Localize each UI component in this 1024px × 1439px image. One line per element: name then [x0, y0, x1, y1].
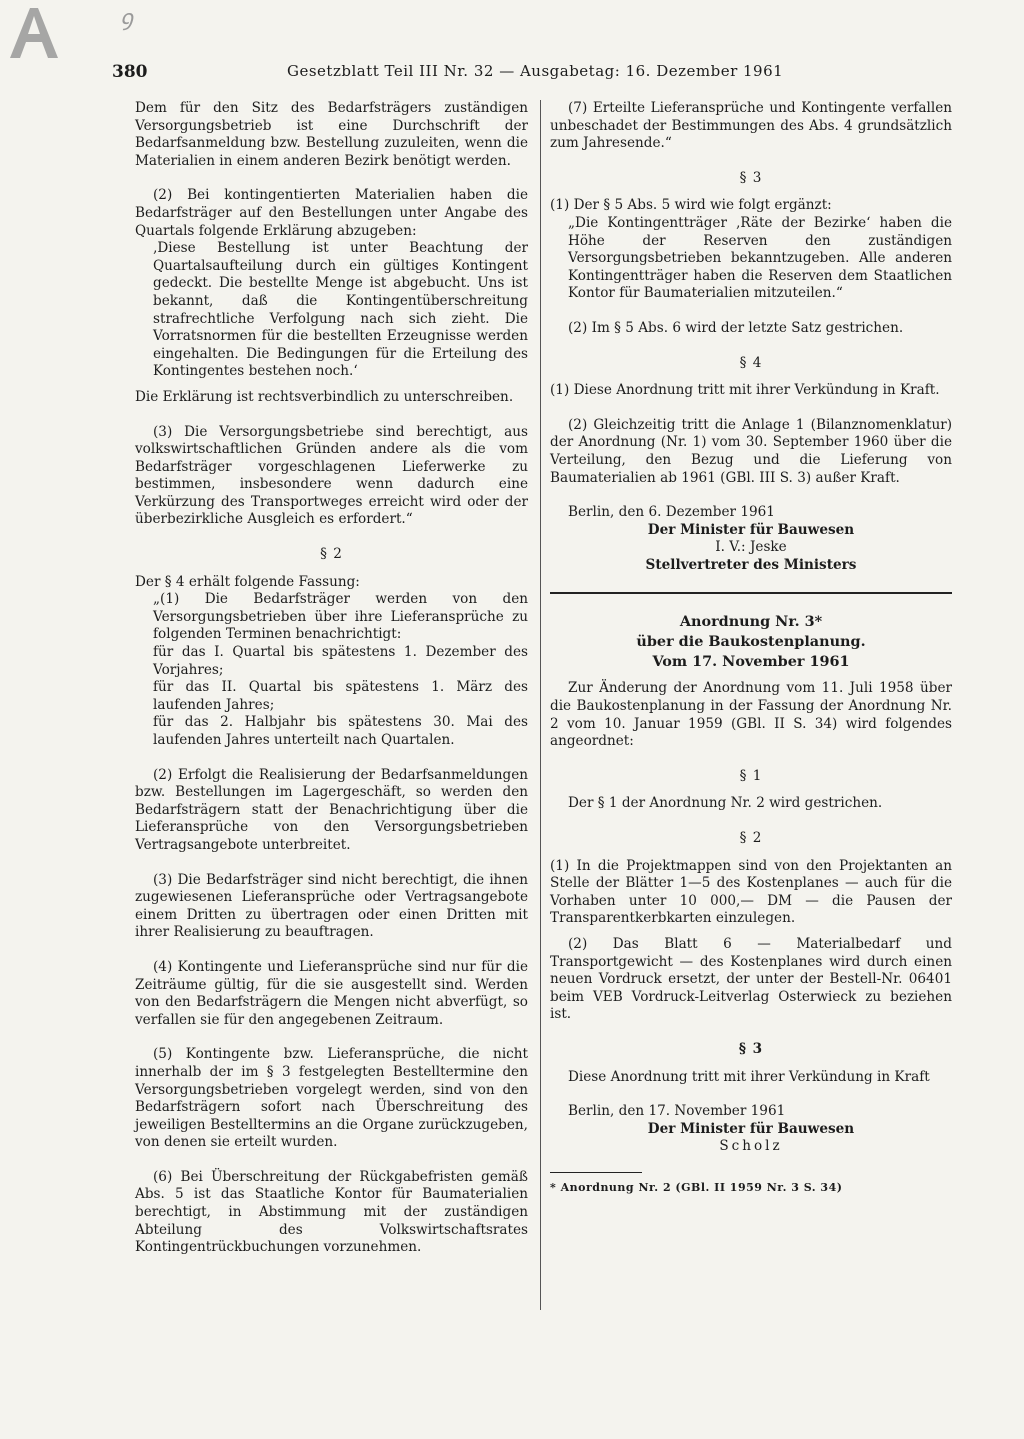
list-item: für das I. Quartal bis spätestens 1. Dezember des Vorjahres;	[153, 644, 528, 678]
paragraph: Der § 4 erhält folgende Fassung:	[135, 573, 360, 590]
paragraph: (2) Erfolgt die Realisierung der Bedarfsanmeldungen bzw. Bestellungen im Lagergeschäft, so werden den Bedarfsträgern statt der Benachrichtigung über die Lieferansprüche von den Versorgungsbetrieben Vertragsangebote unterbreitet.	[135, 766, 528, 853]
paragraph: (5) Kontingente bzw. Lieferansprüche, die nicht innerhalb der im § 3 festgelegten Bestelltermine den Versorgungsbetrieben vorgelegt werden, sind von den Bedarfsträgern sofort nach Überschreitung des jeweiligen Bestelltermins an die Organe zurückzugeben, von denen sie erteilt wurden.	[135, 1046, 528, 1151]
list-item: für das II. Quartal bis spätestens 1. März des laufenden Jahres;	[153, 679, 528, 713]
section-heading: § 3	[738, 1040, 764, 1057]
paragraph: Die Erklärung ist rechtsverbindlich zu unterschreiben.	[135, 388, 514, 405]
section-heading: § 2	[320, 546, 343, 563]
paragraph: (2) Gleichzeitig tritt die Anlage 1 (Bilanznomenklatur) der Anordnung (Nr. 1) vom 30. September 1960 über die Verteilung, den Bezug und die Lieferung von Baumaterialien ab 1961 (GBl. III S. 3) außer Kraft.	[550, 416, 952, 486]
signer-title: Der Minister für Bauwesen	[647, 521, 855, 538]
paragraph: (1) Diese Anordnung tritt mit ihrer Verkündung in Kraft.	[550, 382, 940, 399]
paragraph: Dem für den Sitz des Bedarfsträgers zuständigen Versorgungsbetrieb ist eine Durchschrift der Bedarfsanmeldung bzw. Bestellung zuzuleiten, wenn die Materialien in einem anderen Bezirk benötigt werden.	[135, 100, 528, 169]
paragraph: (4) Kontingente und Lieferansprüche sind nur für die Zeiträume gültig, für die sie ausgestellt sind. Werden von den Bedarfsträgern die Mengen nicht abverfügt, so verfallen sie für den angegebenen Zeitraum.	[135, 958, 528, 1028]
section-heading: § 1	[739, 767, 763, 784]
paragraph: Zur Änderung der Anordnung vom 11. Juli 1958 über die Baukostenplanung in der Fassung der Anordnung Nr. 2 vom 10. Januar 1959 (GBl. II S. 34) wird folgendes angeordnet:	[550, 680, 952, 750]
footnote: * Anordnung Nr. 2 (GBl. II 1959 Nr. 3 S. 34)	[550, 1180, 843, 1194]
signer-name: Scholz	[719, 1138, 783, 1155]
paragraph: (1) In die Projektmappen sind von den Projektanten an Stelle der Blätter 1—5 des Kostenplanes — auch für die Vorhaben unter 10 000,— DM — die Pausen der Transparentkerbkarten einzulegen.	[550, 857, 952, 927]
section-heading: § 4	[739, 354, 763, 371]
right-column	[550, 100, 952, 1197]
header-title: Gesetzblatt Teil III Nr. 32 — Ausgabetag: 16. Dezember 1961	[287, 62, 784, 80]
signer-title: Der Minister für Bauwesen	[647, 1120, 855, 1137]
paragraph: (7) Erteilte Lieferansprüche und Kontingente verfallen unbeschadet der Bestimmungen des Abs. 4 grundsätzlich zum Jahresende.“	[550, 100, 952, 152]
order-title: Anordnung Nr. 3*	[679, 613, 823, 631]
signer-role: Stellvertreter des Ministers	[645, 556, 857, 573]
page-header	[112, 62, 970, 86]
page-number: 380	[112, 62, 148, 82]
paragraph: „(1) Die Bedarfsträger werden von den Versorgungsbetrieben über ihre Lieferansprüche zu folgenden Terminen benachrichtigt:	[153, 591, 528, 643]
order-subtitle: über die Baukostenplanung.	[636, 633, 866, 651]
quoted-declaration: ‚Diese Bestellung ist unter Beachtung der Quartalsaufteilung durch ein gültiges Kontingent gedeckt. Die bestellte Menge ist abgebucht. Uns ist bekannt, daß die Kontingentüberschreitung strafrechtliche Verfolgung nach sich zieht. Die Vorratsnormen für die bestellten Erzeugnisse werden eingehalten. Die Bedingungen für die Erteilung des Kontingentes bestehen noch.‘	[153, 240, 528, 380]
paragraph: (3) Die Bedarfsträger sind nicht berechtigt, die ihnen zugewiesenen Lieferansprüche oder Vertragsangebote einem Dritten zu übertragen oder einen Dritten mit ihrer Realisierung zu beauftragen.	[135, 871, 528, 941]
signer-name: I. V.: Jeske	[715, 539, 787, 556]
section-heading: § 2	[739, 830, 763, 847]
handwritten-a-mark	[4, 2, 64, 62]
left-column	[135, 100, 528, 1257]
order-date: Vom 17. November 1961	[652, 653, 850, 671]
section-divider	[550, 592, 952, 594]
pencil-mark: ꝯ	[120, 6, 133, 31]
paragraph: (2) Im § 5 Abs. 6 wird der letzte Satz gestrichen.	[568, 319, 904, 336]
list-item: für das 2. Halbjahr bis spätestens 30. Mai des laufenden Jahres unterteilt nach Quartalen.	[153, 714, 528, 748]
paragraph: Der § 1 der Anordnung Nr. 2 wird gestrichen.	[568, 795, 883, 812]
paragraph: (2) Das Blatt 6 — Materialbedarf und Transportgewicht — des Kostenplanes wird durch einen neuen Vordruck ersetzt, der unter der Bestell-Nr. 06401 beim VEB Vordruck-Leitverlag Osterwieck zu beziehen ist.	[550, 936, 952, 1023]
paragraph: (3) Die Versorgungsbetriebe sind berechtigt, aus volkswirtschaftlichen Gründen andere als die vom Bedarfsträger vorgeschlagenen Lieferwerke zu bestimmen, insbesondere wenn dadurch eine Verkürzung des Transportweges erreicht wird oder der überbezirkliche Ausgleich es erfordert.“	[135, 423, 528, 528]
quoted-amendment: „Die Kontingentträger ‚Räte der Bezirke‘ haben die Höhe der Reserven den zuständigen Versorgungsbetrieben bekanntzugeben. Alle anderen Kontingentträger haben die Reserven dem Staatlichen Kontor für Baumaterialien mitzuteilen.“	[568, 214, 952, 302]
place-date: Berlin, den 6. Dezember 1961	[568, 504, 775, 521]
paragraph: (2) Bei kontingentierten Materialien haben die Bedarfsträger auf den Bestellungen unter Angabe des Quartals folgende Erklärung abzugeben:	[135, 187, 528, 239]
section-heading: § 3	[739, 169, 763, 186]
paragraph: (6) Bei Überschreitung der Rückgabefristen gemäß Abs. 5 ist das Staatliche Kontor für Baumaterialien berechtigt, in Abstimmung mit der zuständigen Abteilung des Volkswirtschaftsrates Kontingentrückbuchungen vorzunehmen.	[135, 1168, 528, 1256]
column-divider	[540, 100, 541, 1310]
paragraph: (1) Der § 5 Abs. 5 wird wie folgt ergänzt:	[550, 197, 832, 214]
footnote-rule	[550, 1172, 642, 1173]
place-date: Berlin, den 17. November 1961	[568, 1103, 786, 1120]
paragraph: Diese Anordnung tritt mit ihrer Verkündung in Kraft	[568, 1068, 930, 1085]
